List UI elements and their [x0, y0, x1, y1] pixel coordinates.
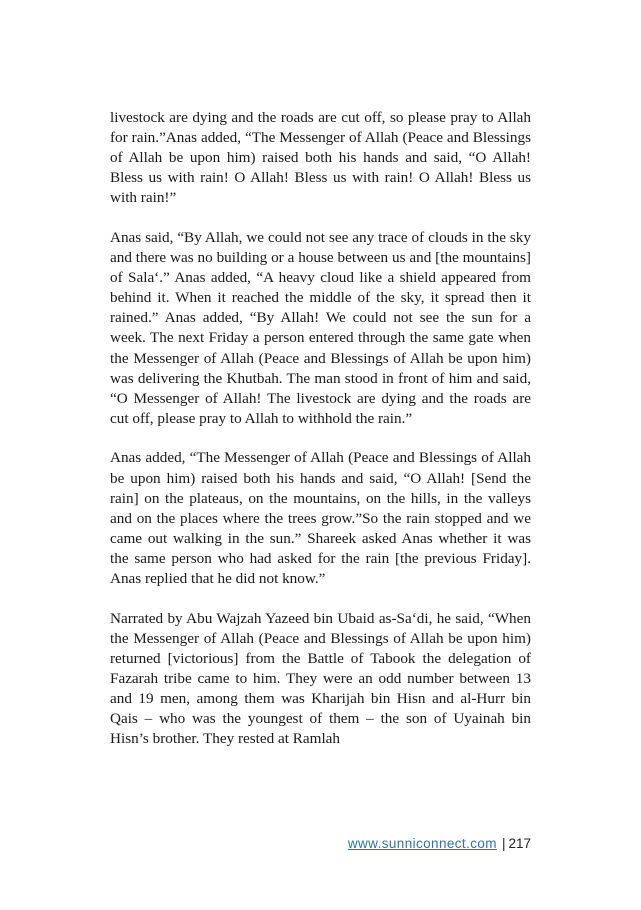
- website-link[interactable]: www.sunniconnect.com: [347, 836, 497, 851]
- page-number: 217: [508, 836, 531, 851]
- page-footer: [348, 836, 531, 851]
- paragraph: Anas added, “The Messenger of Allah (Peace and Blessings of Allah be upon him) raised both his hands and said, “O Allah! [Send the rain] on the plateaus, on the mountains, on the hills, in the valleys and on the places where the trees grow.”So the rain stopped and we came out walking in the sun.” Shareek asked Anas whether it was the same person who had asked for the rain [the previous Friday]. Anas replied that he did not know.”: [110, 449, 531, 587]
- paragraph: livestock are dying and the roads are cut off, so please pray to Allah for rain.”Anas added, “The Messenger of Allah (Peace and Blessings of Allah be upon him) raised both his hands and said, “O Allah! Bless us with rain! O Allah! Bless us with rain! O Allah! Bless us with rain!”: [110, 109, 531, 207]
- paragraph: Anas said, “By Allah, we could not see any trace of clouds in the sky and there was no building or a house between us and [the mountains] of Sala‘.” Anas added, “A heavy cloud like a shield appeared from behind it. When it reached the middle of the sky, it spread then it rained.” Anas added, “By Allah! We could not see the sun for a week. The next Friday a person entered through the same gate when the Messenger of Allah (Peace and Blessings of Allah be upon him) was delivering the Khutbah. The man stood in front of him and said, “O Messenger of Allah! The livestock are dying and the roads are cut off, please pray to Allah to withhold the rain.”: [110, 228, 531, 427]
- paragraph: Narrated by Abu Wajzah Yazeed bin Ubaid as-Sa‘di, he said, “When the Messenger of Allah (Peace and Blessings of Allah be upon him) returned [victorious] from the Battle of Tabook the delegation of Fazarah tribe came to him. They were an odd number between 13 and 19 men, among them was Kharijah bin Hisn and al-Hurr bin Qais – who was the youngest of them – the son of Uyainah bin Hisn’s brother. They rested at Ramlah: [110, 609, 531, 748]
- body-text: [110, 108, 531, 769]
- footer-separator: |: [501, 836, 506, 851]
